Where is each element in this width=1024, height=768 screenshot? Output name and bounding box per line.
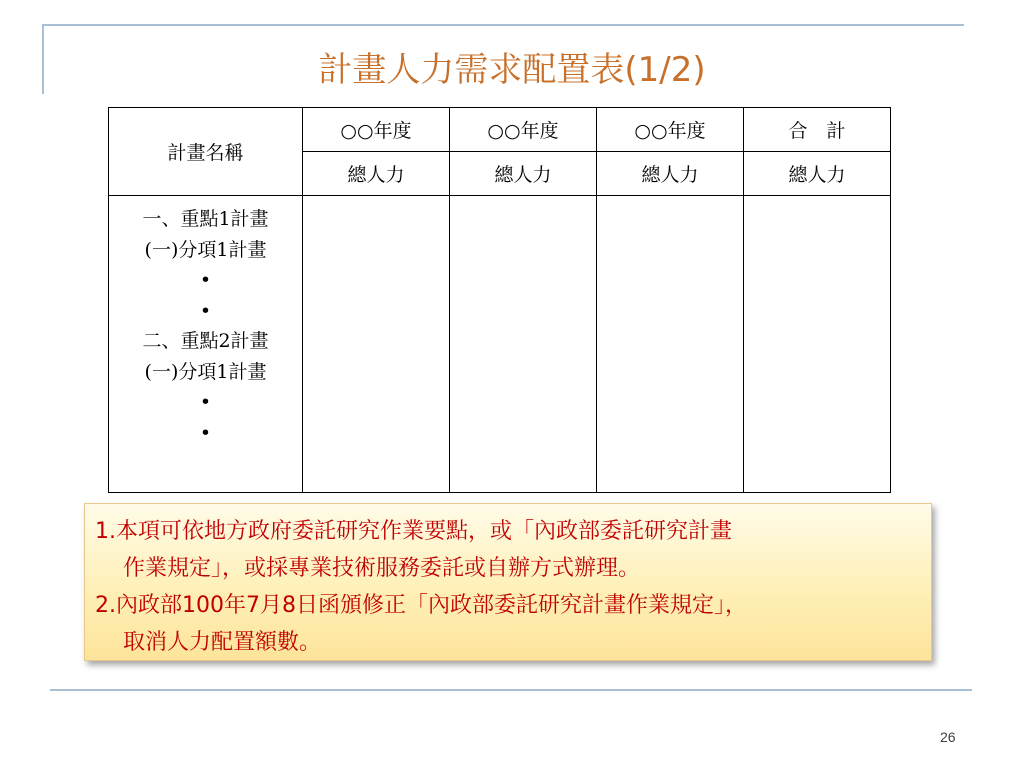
slide-title: 計畫人力需求配置表(1/2)	[318, 50, 706, 90]
empty-cell	[744, 196, 891, 493]
project-list-cell	[109, 196, 303, 493]
page-number: 26	[940, 729, 956, 745]
note-box	[84, 503, 932, 661]
project-line: (一)分項1計畫	[144, 360, 267, 383]
bottom-divider	[50, 689, 972, 691]
empty-cell	[303, 196, 450, 493]
note-line-1: 1.本項可依地方政府委託研究作業要點，或「內政部委託研究計畫	[95, 519, 732, 544]
note-line-3: 2.內政部100年7月8日函頒修正「內政部委託研究計畫作業規定」，	[95, 593, 747, 618]
project-name-header: 計畫名稱	[109, 108, 303, 196]
bullet-dot: •	[199, 391, 212, 413]
bullet-dot: •	[199, 299, 212, 322]
year-header-2: ○○年度	[450, 108, 597, 152]
sub-header-2: 總人力	[450, 152, 597, 196]
total-header: 合 計	[744, 108, 891, 152]
project-line: 二、重點2計畫	[142, 330, 269, 352]
bullet-dot: •	[199, 269, 212, 291]
year-header-1: ○○年度	[303, 108, 450, 152]
project-line: 一、重點1計畫	[142, 208, 269, 230]
empty-cell	[450, 196, 597, 493]
staffing-table	[108, 107, 891, 493]
sub-header-1: 總人力	[303, 152, 450, 196]
top-divider	[42, 24, 964, 26]
sub-header-3: 總人力	[597, 152, 744, 196]
sub-header-4: 總人力	[744, 152, 891, 196]
note-line-2: 作業規定」，或採專業技術服務委託或自辦方式辦理。	[123, 556, 641, 581]
note-line-4: 取消人力配置額數。	[123, 630, 322, 655]
project-line: (一)分項1計畫	[144, 238, 267, 261]
year-header-3: ○○年度	[597, 108, 744, 152]
bullet-dot: •	[199, 421, 212, 444]
empty-cell	[597, 196, 744, 493]
